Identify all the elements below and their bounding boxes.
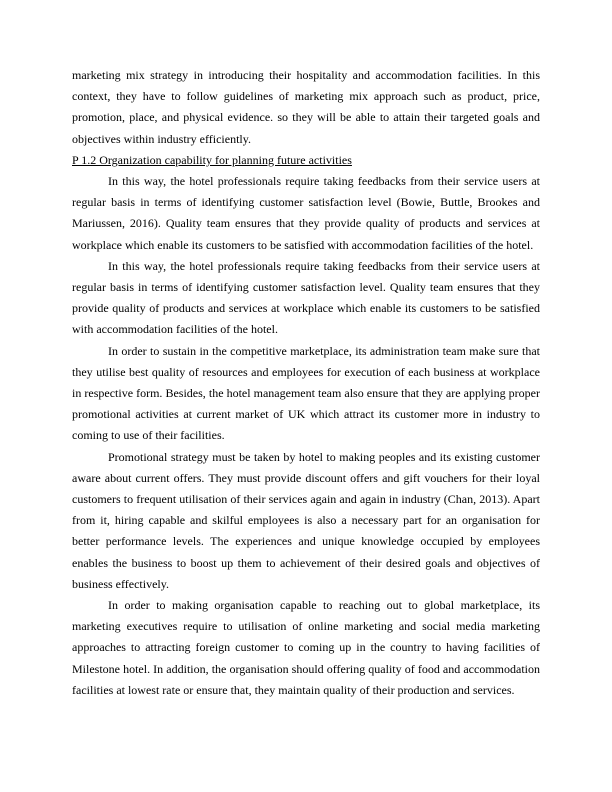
section-heading: P 1.2 Organization capability for planning future activities [72, 152, 352, 167]
body-paragraph: Promotional strategy must be taken by hotel to making peoples and its existing customer aware about current offers. They must provide discount offers and gift vouchers for their loyal customers to frequent utilisation of their services again and again in industry (Chan, 2013). Apart from it, hiring capable and skilful employees is also a necessary part for an organisation for better performance levels. The experiences and unique knowledge occupied by employees enables the business to boost up them to achievement of their desired goals and objectives of business effectively. [72, 449, 540, 591]
document-page [72, 65, 540, 701]
body-paragraph: In order to sustain in the competitive marketplace, its administration team make sure that they utilise best quality of resources and employees for execution of each business at workplace in respective form. Besides, the hotel management team also ensure that they are applying proper promotional activities at current market of UK which attract its customer more in industry to coming to use of their facilities. [72, 343, 540, 443]
intro-paragraph: marketing mix strategy in introducing their hospitality and accommodation facilities. In this context, they have to follow guidelines of marketing mix approach such as product, price, promotion, place, and physical evidence. so they will be able to attain their targeted goals and objectives within industry efficiently. [72, 68, 540, 146]
body-paragraph: In this way, the hotel professionals require taking feedbacks from their service users at regular basis in terms of identifying customer satisfaction level (Bowie, Buttle, Brookes and Mariussen, 2016). Quality team ensures that they provide quality of products and services at workplace which enable its customers to be satisfied with accommodation facilities of the hotel. [72, 174, 540, 252]
body-paragraph: In this way, the hotel professionals require taking feedbacks from their service users at regular basis in terms of identifying customer satisfaction level. Quality team ensures that they provide quality of products and services at workplace which enable its customers to be satisfied with accommodation facilities of the hotel. [72, 258, 540, 337]
body-paragraph: In order to making organisation capable to reaching out to global marketplace, its marketing executives require to utilisation of online marketing and social media marketing approaches to attracting foreign customer to coming up in the country to having facilities of Milestone hotel. In addition, the organisation should offering quality of food and accommodation facilities at lowest rate or ensure that, they maintain quality of their production and services. [72, 598, 540, 697]
